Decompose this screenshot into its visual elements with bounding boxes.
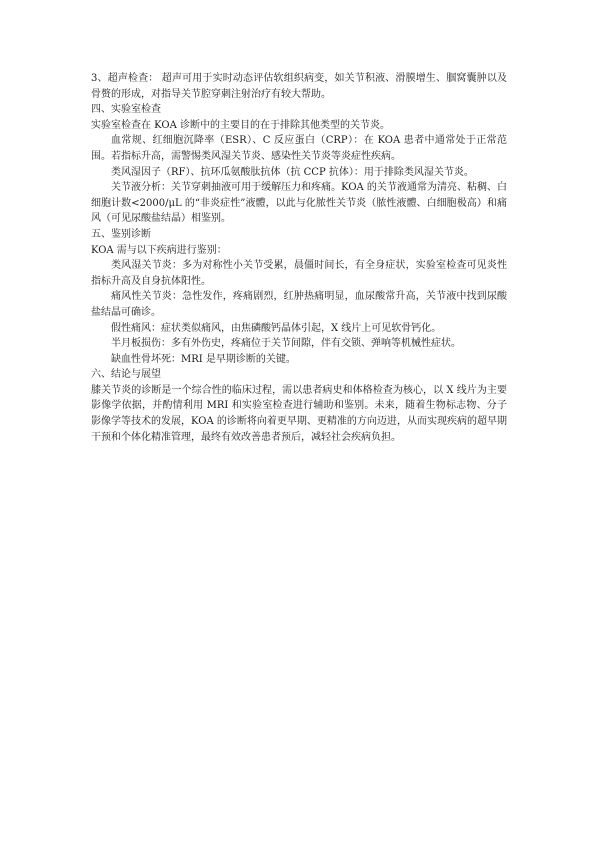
paragraph-ra: 类风湿关节炎：多为对称性小关节受累，晨僵时间长，有全身症状，实验室检查可见炎性指标升高及自身抗体阳性。	[91, 260, 507, 287]
section-heading-conclusion: 六、结论与展望	[91, 369, 161, 381]
paragraph-gout: 痛风性关节炎：急性发作，疼痛剧烈，红肿热痛明显，血尿酸常升高，关节液中找到尿酸盐结晶可确诊。	[91, 291, 507, 318]
paragraph-ultrasound: 3、超声检查： 超声可用于实时动态评估软组织病变，如关节积液、滑膜增生、腘窝囊肿以及骨赘的形成，对指导关节腔穿刺注射治疗有较大帮助。	[91, 73, 507, 100]
paragraph-rf-ccp: 类风湿因子（RF）、抗环瓜氨酸肽抗体（抗 CCP 抗体）：用于排除类风湿关节炎。	[111, 166, 474, 178]
section-heading-differential: 五、鉴别诊断	[91, 228, 151, 240]
paragraph-conclusion: 膝关节炎的诊断是一个综合性的临床过程，需以患者病史和体格检查为核心，以 X 线片为主要影像学依据，并酌情利用 MRI 和实验室检查进行辅助和鉴别。未来，随着生物标志物、分子影像学等技术的发展，KOA 的诊断将向着更早期、更精准的方向迈进，从而实现疾病的超早期干预和个体化精准管理，最终有效改善患者预后，减轻社会疾病负担。	[91, 384, 507, 443]
section-heading-lab-tests: 四、实验室检查	[91, 104, 161, 116]
paragraph-blood-tests: 血常规、红细胞沉降率（ESR）、C 反应蛋白（CRP）：在 KOA 患者中通常处于正常范围。若指标升高，需警惕类风湿关节炎、感染性关节炎等炎症性疾病。	[91, 135, 507, 162]
paragraph-synovial-fluid: 关节液分析：关节穿刺抽液可用于缓解压力和疼痛。KOA 的关节液通常为清亮、粘稠、白细胞计数<2000/μL 的“非炎症性”液體，以此与化脓性关节炎（脓性液體、白细胞极高）和痛风（可见尿酸盐结晶）相鉴别。	[91, 182, 507, 225]
paragraph-meniscus: 半月板损伤：多有外伤史，疼痛位于关节间隙，伴有交锁、弹响等机械性症状。	[111, 338, 461, 350]
paragraph-lab-intro: 实验室检查在 KOA 诊断中的主要目的在于排除其他类型的关节炎。	[91, 119, 390, 131]
paragraph-differential-intro: KOA 需与以下疾病进行鉴别：	[91, 244, 227, 256]
paragraph-pseudogout: 假性痛风：症状类似痛风，由焦磷酸钙晶体引起，X 线片上可见软骨钙化。	[111, 322, 442, 334]
paragraph-osteonecrosis: 缺血性骨坏死：MRI 是早期诊断的关键。	[111, 353, 296, 365]
document-body	[91, 71, 507, 445]
